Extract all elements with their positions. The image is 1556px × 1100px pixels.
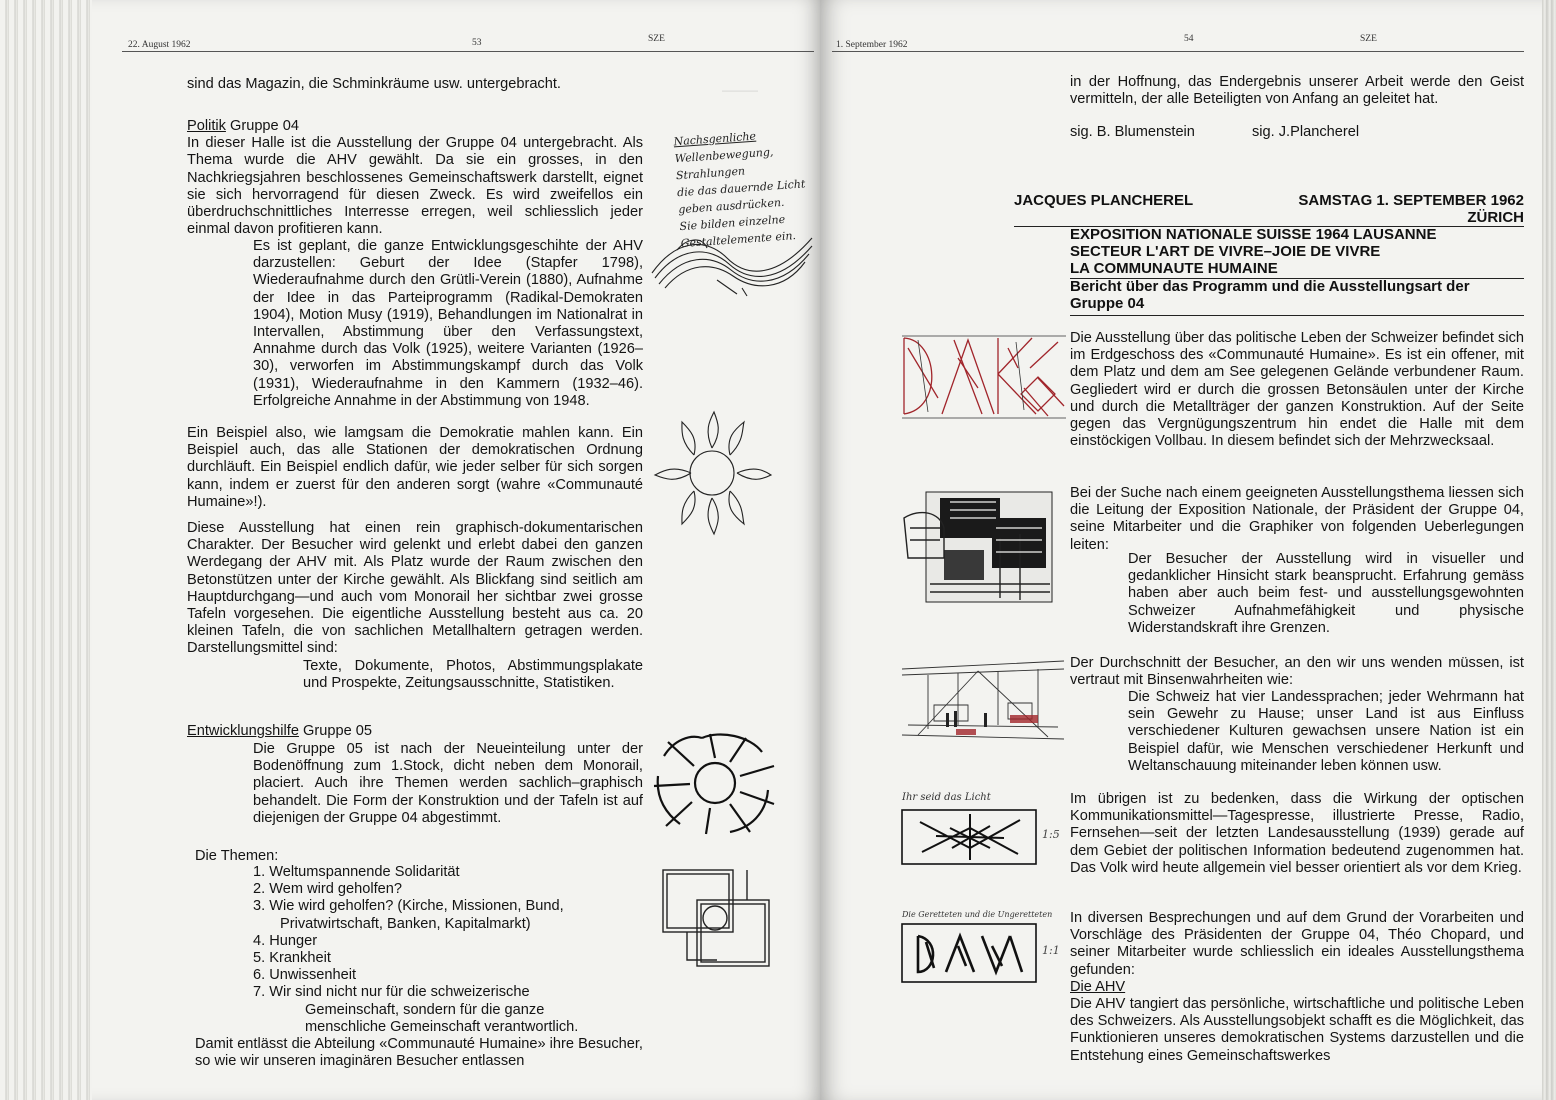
- theme-item: Gemeinschaft, sondern für die ganze: [305, 1001, 545, 1018]
- theme-item: 3. Wie wird geholfen? (Kirche, Missionen, Bund,: [253, 898, 564, 915]
- red-letter-sketch: [898, 328, 1068, 424]
- entwicklungshilfe-heading-rest: Gruppe 05: [298, 723, 372, 739]
- article-place: ZÜRICH: [1467, 209, 1524, 226]
- entwicklungshilfe-heading-underlined: Entwicklungshilfe: [187, 723, 299, 739]
- perspective-interior-sketch: [898, 655, 1068, 747]
- sketch-ratio-1: 1:5: [1042, 828, 1060, 841]
- left-page: [92, 0, 820, 1100]
- margin-note-line: Sie bilden einzelne: [679, 212, 786, 234]
- ahv-paragraph: Die AHV tangiert das persönliche, wirtschaftliche und politische Leben des Schweizers. Als Ausstellungsobjekt schafft es die Möglichkeit, das Funktionieren unseres demokratischen Systems darzustellen und die Entstehung eines Gemeinschaftswerkes: [1070, 996, 1524, 1064]
- page-edges-right: [1542, 0, 1556, 1100]
- truisms-quote: Die Schweiz hat vier Landessprachen; jeder Wehrmann hat sein Gewehr zu Hause; unser Land ist aus Einfluss verschiedener Kulturen gewachsen unsere Nation ist ein Beispiel dafür, wie Menschen verschiedener Herkunft und Weltanschauung miteinander leben können usw.: [1128, 689, 1524, 774]
- left-page-number: 53: [472, 38, 482, 48]
- signature-blumenstein: sig. B. Blumenstein: [1070, 124, 1195, 140]
- theme-search-paragraph: Bei der Suche nach einem geeigneten Ausstellungsthema liessen sich die Leitung der Exposition Nationale, der Präsident der Gruppe 04, seine Mitarbeiter und die Graphiker von folgenden Ueberlegungen leiten:: [1070, 485, 1524, 553]
- title-line: LA COMMUNAUTE HUMAINE: [1070, 260, 1278, 278]
- bleed-through: ———: [722, 83, 758, 97]
- theme-item: 2. Wem wird geholfen?: [253, 881, 402, 898]
- margin-note-line: die das dauernde Licht: [676, 177, 806, 200]
- page-edges-left: [0, 0, 96, 1100]
- left-running-head: SZE: [648, 34, 665, 44]
- theme-item: 7. Wir sind nicht nur für die schweizerische: [253, 984, 530, 1001]
- interlocking-squares-sketch: [657, 860, 777, 980]
- politik-heading-underlined: Politik: [187, 118, 226, 134]
- framed-burst-sketch: [900, 808, 1040, 868]
- theme-item: Privatwirtschaft, Banken, Kapitalmarkt): [280, 915, 531, 932]
- ahv-heading: Die AHV: [1070, 979, 1126, 995]
- left-page-date: 22. August 1962: [128, 40, 191, 50]
- theme-item: 4. Hunger: [253, 932, 318, 949]
- article-subtitle: Bericht über das Programm und die Ausstellungsart der Gruppe 04: [1070, 278, 1470, 313]
- democracy-paragraph: Ein Beispiel also, wie lamgsam die Demokratie mahlen kann. Ein Beispiel auch, das alle Stationen der demokratischen Ordnung durchläuft. Ein Beispiel endlich dafür, wie jeder selber für sich sorgen kann, indem er zuerst für den anderen sorgt (wahre «Communauté Humaine»!).: [187, 425, 643, 510]
- signature-plancherel: sig. J.Plancherel: [1252, 124, 1360, 140]
- framed-letters-sketch: [900, 922, 1040, 986]
- title-rule-bottom: [1070, 315, 1524, 316]
- politik-paragraph-2: Es ist geplant, die ganze Entwicklungsgeschihte der AHV darzustellen: Geburt der Idee (Stapfer 1798), Wiederaufnahme durch den Grütli-Verein (1880), Aufnahme der Idee in das Parteiprogramm (Radikal-Demokraten 1904), Motion Musy (1919), Behandlungen im Nationalrat in Intervallen, Abstimmung über den Verfassungstext, Annahme durch das Volk (1925), weitere Varianten (1926–30), verworfen im Abstimmungskampf durch das Volk (1931), Wiederaufnahme in den Kammern (1932–46). Erfolgreiche Annahme in der Abstimmung von 1948.: [253, 238, 643, 409]
- hall-description-paragraph: Die Ausstellung über das politische Leben der Schweizer befindet sich im Erdgeschoss des «Communauté Humaine». Es ist ein offener, mit dem Platz und dem am See gelegenen Gelände verbundener Raum. Gegliedert wird er durch die grossen Betonsäulen unter der Kirche und durch die Metallträger der ganzen Konstruktion. Auf der Seite gegen das Vergnügungszentrum hin endet die Halle mit dem einstöckigen Vollbau. In diesem befindet sich der Mehrzwecksaal.: [1070, 330, 1524, 450]
- margin-note-line: Gestaltelemente ein.: [680, 229, 797, 251]
- politik-heading-rest: Gruppe 04: [225, 118, 299, 134]
- media-paragraph: Im übrigen ist zu bedenken, dass die Wirkung der optischen Kommunikationsmittel—Tagespresse, illustrierte Presse, Radio, Fernsehen—seit der letzten Landesausstellung (1939) gerade auf dem Gebiet der politischen Information bedeutend zugenommen hat. Das Volk wird heute allgemein viel besser orientiert als vor dem Krieg.: [1070, 791, 1524, 876]
- wave-sketch: [647, 228, 817, 298]
- politik-paragraph-1: In dieser Halle ist die Ausstellung der Gruppe 04 untergebracht. Als Thema wurde die AHV gewählt. Da sie ein grosses, in den Nachkriegsjahren beschlossenes Gemeinschaftswerk darstellt, eignet sie sich hervorragend für diesen Zweck. Es wird zweifellos ein überdruchschnittliches Interresse erregen, weil schliesslich jeder einmal davon profitieren kann.: [187, 135, 643, 238]
- theme-item: 1. Weltumspannende Solidarität: [253, 864, 460, 880]
- exhibition-hall-sketch: [900, 488, 1060, 610]
- theme-item: 6. Unwissenheit: [253, 967, 357, 984]
- left-intro-line: sind das Magazin, die Schminkräume usw. untergebracht.: [187, 76, 561, 92]
- visitor-capacity-quote: Der Besucher der Ausstellung wird in visueller und gedanklicher Hinsicht stark beansprucht. Erfahrung gemäss haben aber auch beim fest- und ausstellungsgewohnten Schweizer Aufnahmefähigkeit und physische Widerstandskraft ihre Grenzen.: [1128, 551, 1524, 636]
- entwicklungshilfe-heading: [187, 723, 643, 740]
- themes-heading: Die Themen:: [195, 848, 279, 864]
- theme-item: 5. Krankheit: [253, 950, 331, 967]
- visitor-average-paragraph: Der Durchschnitt der Besucher, an den wir uns wenden müssen, ist vertraut mit Binsenwahrheiten wie:: [1070, 655, 1524, 689]
- right-page: [820, 0, 1542, 1100]
- entwicklungshilfe-paragraph: Die Gruppe 05 ist nach der Neueinteilung unter der Bodenöffnung zum 1.Stock, dicht neben dem Monorail, placiert. Auch ihre Themen werden sachlich–graphisch behandelt. Die Form der Konstruktion und der Tafeln ist auf diejenigen der Gruppe 04 abgestimmt.: [253, 741, 643, 826]
- exposition-title: [1070, 226, 1524, 278]
- theme-item: menschliche Gemeinschaft verantwortlich.: [305, 1018, 579, 1035]
- right-header-rule: [832, 51, 1524, 52]
- sketch-caption-licht: Ihr seid das Licht: [902, 792, 991, 803]
- article-author: JACQUES PLANCHEREL: [1014, 192, 1194, 209]
- display-means-paragraph: Texte, Dokumente, Photos, Abstimmungsplakate und Prospekte, Zeitungsausschnitte, Statistiken.: [303, 658, 643, 692]
- right-page-date: 1. September 1962: [836, 40, 908, 50]
- sun-sketch-outline: [652, 408, 772, 538]
- exhibition-character-paragraph: Diese Ausstellung hat einen rein graphisch-dokumentarischen Charakter. Der Besucher wird gelenkt und erlebt dabei den ganzen Werdegang der AHV mit. Als Platz wurde der Raum zwischen den Betonstützen unter der Kirche gewählt. Als Blickfang sind seitlich am Hauptdurchgang—und auch vom Monorail her sichtbar zwei grosse Tafeln vorgesehen. Die eigentliche Ausstellung besteht aus ca. 20 kleinen Tafeln, die von sachlichen Metallhaltern getragen werden. Darstellungsmittel sind:: [187, 520, 643, 657]
- margin-note-line: Nachsgenliche: [673, 129, 757, 149]
- sun-sketch-heavy: [650, 728, 780, 838]
- themes-list: [253, 864, 578, 1036]
- title-line: EXPOSITION NATIONALE SUISSE 1964 LAUSANNE: [1070, 226, 1437, 243]
- left-header-rule: [122, 51, 814, 52]
- closing-paragraph: Damit entlässt die Abteilung «Communauté Humaine» ihre Besucher, so wie wir unseren imaginären Besucher entlassen: [195, 1036, 643, 1070]
- margin-note-line: Wellenbewegung, Strahlungen: [674, 145, 774, 183]
- politik-heading: [187, 118, 643, 135]
- politik-section: [187, 118, 643, 238]
- theme-found-paragraph: In diversen Besprechungen und auf dem Grund der Vorarbeiten und Vorschläge des Präsidenten der Gruppe 04, Théo Chopard, und seiner Mitarbeiter wurde schliesslich ein ideales Ausstellungsthema gefunden:: [1070, 910, 1524, 978]
- right-running-head: SZE: [1360, 34, 1377, 44]
- title-line: SECTEUR L'ART DE VIVRE–JOIE DE VIVRE: [1070, 243, 1381, 261]
- article-date: SAMSTAG 1. SEPTEMBER 1962: [1298, 192, 1524, 209]
- right-page-number: 54: [1184, 34, 1194, 44]
- sketch-ratio-2: 1:1: [1042, 944, 1060, 957]
- continuation-paragraph: in der Hoffnung, das Endergebnis unserer Arbeit werde den Geist vermitteln, der alle Beteiligten von Anfang an geleitet hat.: [1070, 74, 1524, 108]
- margin-note-line: geben ausdrücken.: [677, 195, 785, 217]
- sketch-caption-geretteten: Die Geretteten und die Ungeretteten: [902, 910, 1053, 919]
